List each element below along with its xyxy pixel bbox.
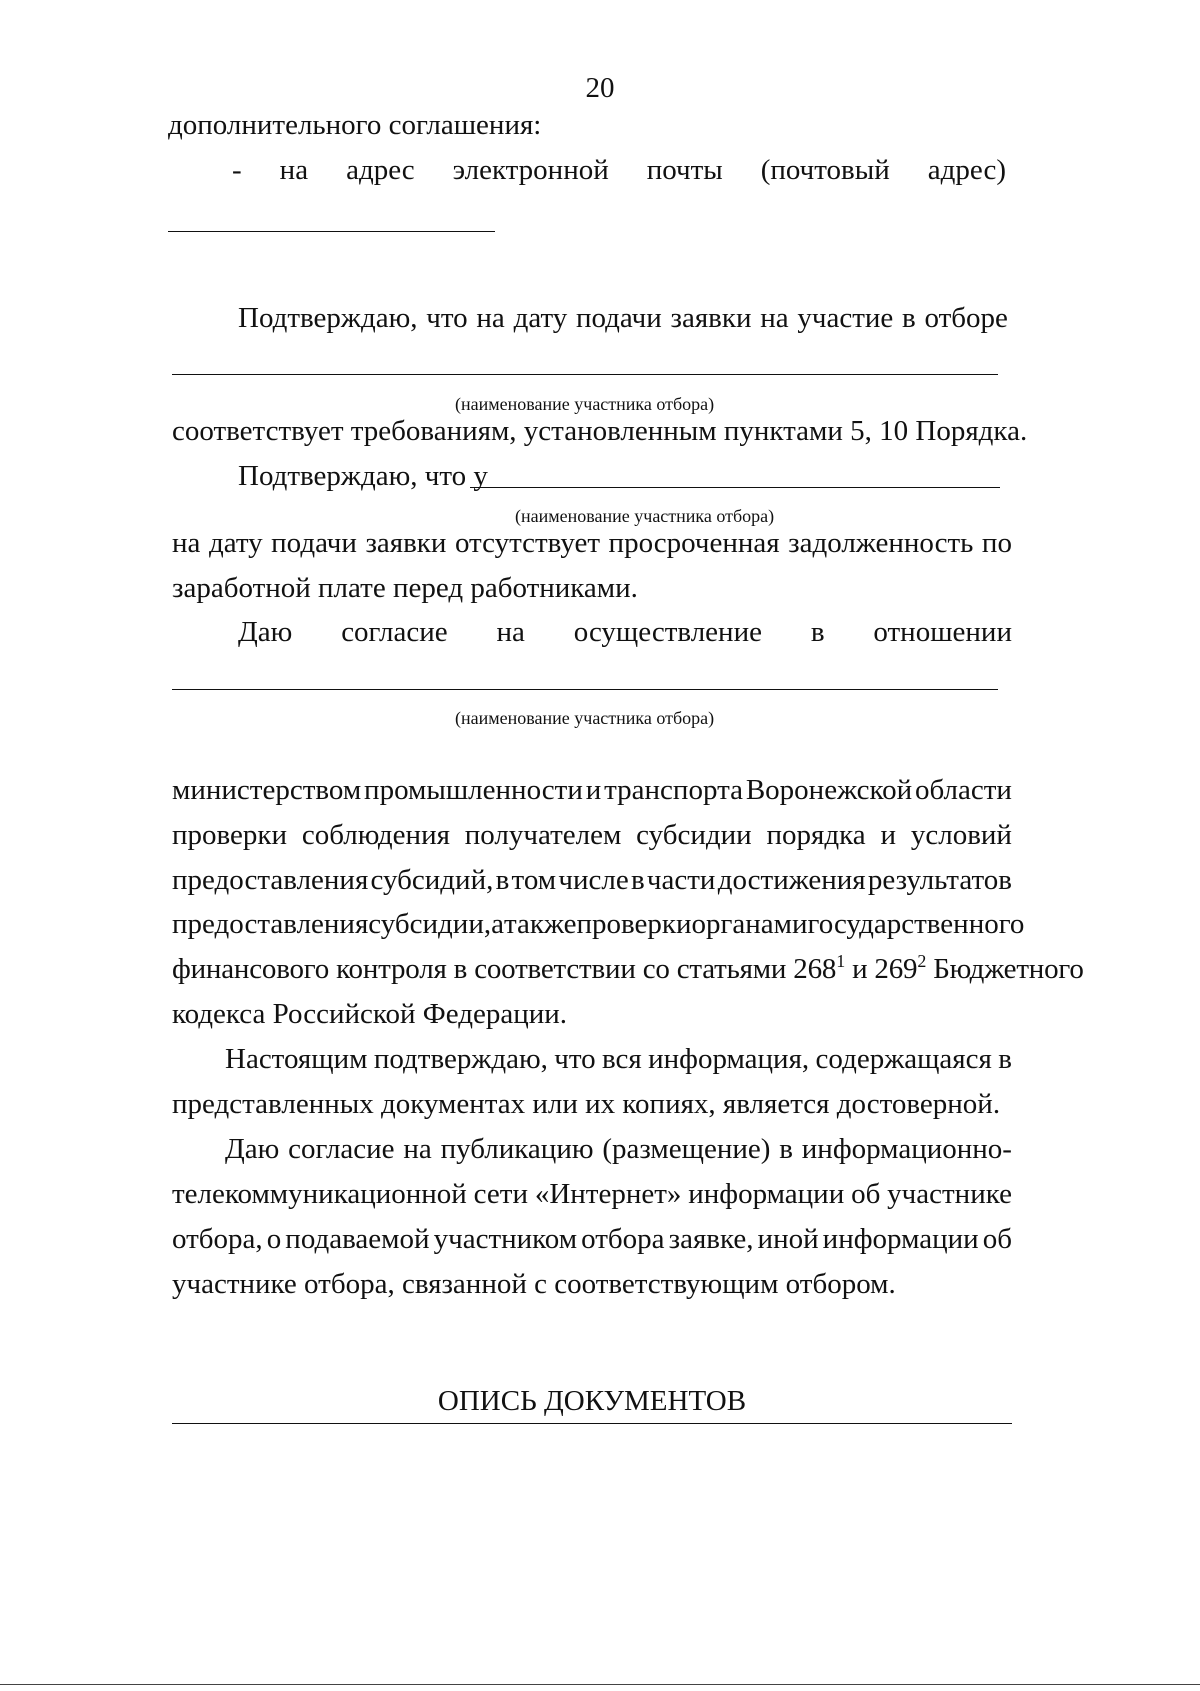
word: адрес (346, 154, 415, 186)
word: Даю (225, 1133, 280, 1165)
text-line: соответствует требованиям, установленным пунктами 5, 10 Порядка. (172, 415, 1028, 447)
word: на (279, 154, 309, 186)
blank-field-line (172, 374, 998, 375)
text-line-justified (232, 152, 1006, 188)
word: предоставления (172, 908, 369, 940)
word: заявке, (668, 1223, 754, 1255)
word: условий (910, 819, 1012, 851)
word: сети (473, 1178, 528, 1210)
word: а (491, 908, 504, 940)
word: государственного (807, 908, 1025, 940)
word: том (511, 864, 557, 896)
word: подаваемой (285, 1223, 430, 1255)
text-line-justified (172, 1221, 1012, 1257)
word: и (585, 774, 602, 806)
word: об (982, 1223, 1012, 1255)
word: иной (757, 1223, 819, 1255)
text-line: дополнительного соглашения: (168, 109, 542, 141)
text-line-justified (172, 772, 1012, 808)
word: Настоящим (225, 1043, 368, 1075)
text-line-justified (172, 1176, 1012, 1212)
superscript: 1 (836, 950, 846, 971)
text-line-justified (172, 862, 1012, 898)
word: и (880, 819, 897, 851)
word: области (914, 774, 1012, 806)
word: субсидии (636, 819, 752, 851)
word: телекоммуникационной (172, 1178, 467, 1210)
word: отношении (873, 616, 1012, 648)
word: на (172, 527, 201, 559)
word: согласие (341, 616, 448, 648)
word: в (998, 1043, 1012, 1075)
word: органами (691, 908, 808, 940)
word: на (403, 1133, 432, 1165)
word: транспорта (604, 774, 743, 806)
word: на (760, 302, 789, 334)
word: содержащаяся (815, 1043, 992, 1075)
word: в (902, 302, 916, 334)
text-line: заработной плате перед работниками. (172, 572, 638, 604)
word: вся (602, 1043, 642, 1075)
text-line-justified (238, 614, 1012, 650)
word: получателем (464, 819, 622, 851)
word: соблюдения (301, 819, 450, 851)
word: дату (513, 302, 568, 334)
word: Воронежской (745, 774, 913, 806)
word: что (426, 302, 468, 334)
text-line-justified (225, 1131, 1012, 1167)
word: в (810, 616, 825, 648)
word: информация, (648, 1043, 810, 1075)
word: промышленности (364, 774, 583, 806)
word: об (851, 1178, 881, 1210)
word: информации (688, 1178, 845, 1210)
word: заявки (365, 527, 447, 559)
word: информации (822, 1223, 979, 1255)
word: проверки (172, 819, 288, 851)
word: просроченная (608, 527, 780, 559)
word: подачи (575, 302, 662, 334)
text-line-justified (172, 906, 1025, 942)
page-number: 20 (585, 72, 615, 104)
blank-field-line (172, 689, 998, 690)
blank-field-line (168, 231, 495, 232)
word: задолженность (788, 527, 974, 559)
word: (размещение) (602, 1133, 771, 1165)
field-caption: (наименование участника отбора) (455, 708, 715, 728)
word: также (503, 908, 577, 940)
word: - (232, 154, 242, 186)
word: «Интернет» (534, 1178, 682, 1210)
text-line-justified (225, 1041, 1012, 1077)
word: отбора (581, 1223, 665, 1255)
text-line-justified (238, 300, 1008, 336)
word: отбора, (172, 1223, 263, 1255)
word: результатов (867, 864, 1012, 896)
word: предоставления (172, 864, 369, 896)
text-line: представленных документах или их копиях, является достоверной. (172, 1088, 1001, 1120)
heading-underline (172, 1423, 1012, 1424)
word: подтверждаю, (373, 1043, 548, 1075)
word: по (981, 527, 1012, 559)
text-line-justified (172, 817, 1012, 853)
word: участником (433, 1223, 578, 1255)
word: публикацию (440, 1133, 594, 1165)
word: осуществление (573, 616, 762, 648)
word: Подтверждаю, (238, 302, 418, 334)
word: в (495, 864, 510, 896)
word: субсидии, (368, 908, 492, 940)
text-line: Подтверждаю, что у (238, 460, 488, 492)
text-line-justified (172, 525, 1012, 561)
word: в (779, 1133, 793, 1165)
word: на (496, 616, 525, 648)
word: дату (208, 527, 263, 559)
word: подачи (271, 527, 357, 559)
word: что (554, 1043, 596, 1075)
word: участнике (887, 1178, 1012, 1210)
word: министерством (172, 774, 362, 806)
field-caption: (наименование участника отбора) (455, 394, 715, 414)
word: в (630, 864, 645, 896)
text-line: финансового контроля в соответствии со статьями $268^1$ и $269^2$ Бюджетного (172, 950, 1084, 985)
word: согласие (288, 1133, 395, 1165)
word: (почтовый (760, 154, 890, 186)
word: субсидий, (370, 864, 494, 896)
word: проверки (576, 908, 692, 940)
word: электронной (452, 154, 609, 186)
word: информационно- (801, 1133, 1012, 1165)
word: части (646, 864, 716, 896)
blank-field-line (470, 487, 1000, 488)
page-edge-line (0, 1684, 1200, 1685)
word: числе (558, 864, 629, 896)
word: заявки (670, 302, 752, 334)
word: почты (646, 154, 723, 186)
word: порядка (766, 819, 866, 851)
field-caption: (наименование участника отбора) (515, 506, 775, 526)
word: отборе (924, 302, 1008, 334)
superscript: 2 (917, 950, 927, 971)
word: Даю (238, 616, 293, 648)
word: участие (797, 302, 894, 334)
word: адрес) (927, 154, 1006, 186)
word: на (476, 302, 505, 334)
section-heading: ОПИСЬ ДОКУМЕНТОВ (437, 1385, 747, 1417)
word: отсутствует (454, 527, 601, 559)
text-line: кодекса Российской Федерации. (172, 998, 567, 1030)
text-line: участнике отбора, связанной с соответствующим отбором. (172, 1268, 896, 1300)
word: о (266, 1223, 282, 1255)
word: достижения (717, 864, 866, 896)
